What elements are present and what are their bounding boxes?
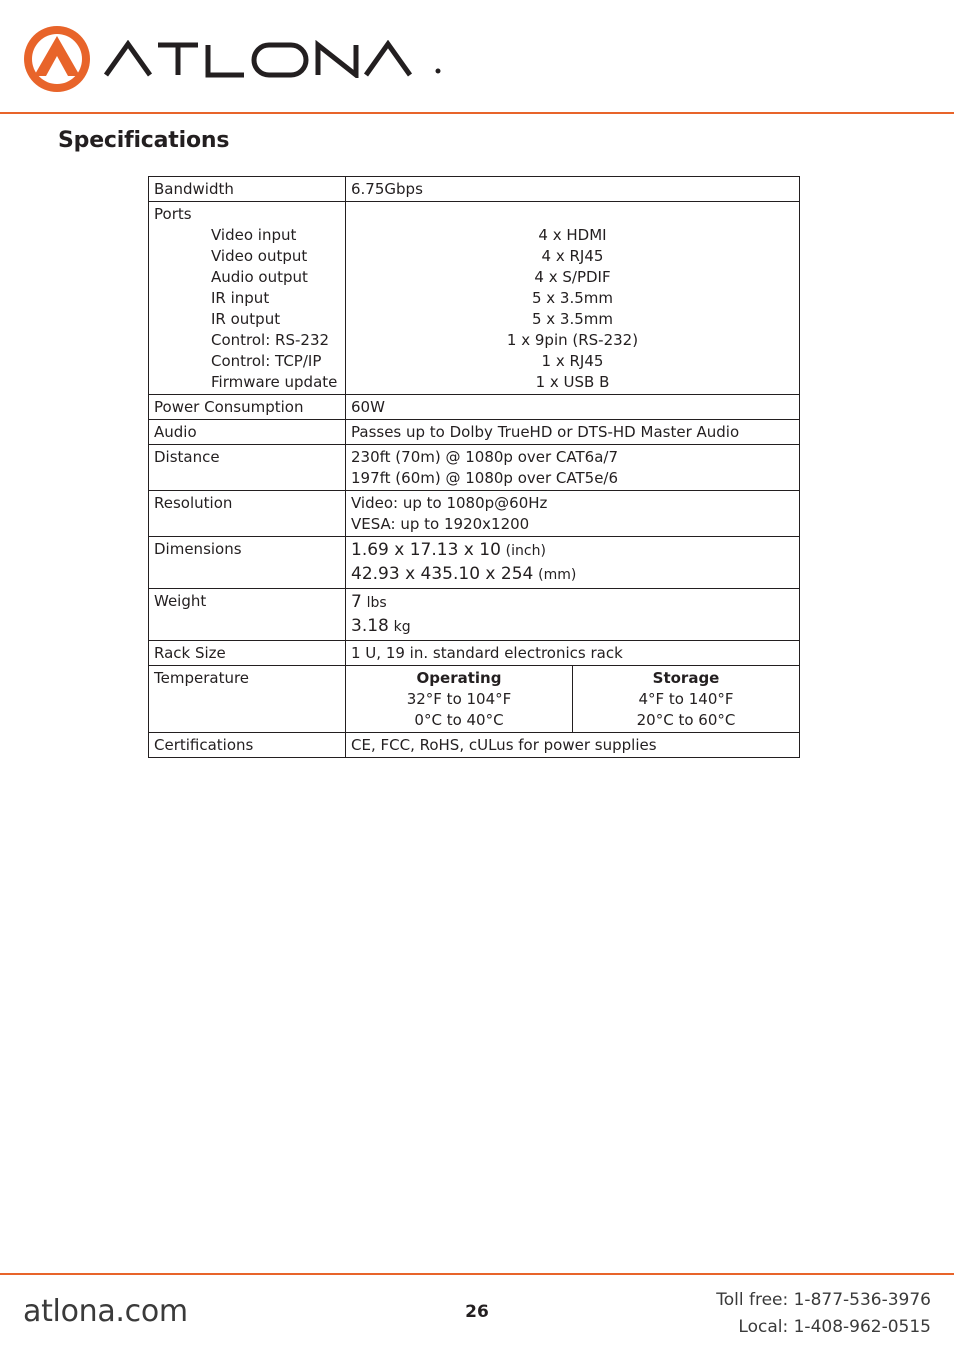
spec-value — [346, 491, 800, 537]
spec-value: 6.75Gbps — [346, 177, 800, 202]
port-name: IR input — [211, 289, 270, 307]
spec-label: Audio — [149, 420, 346, 445]
operating-heading: Operating — [416, 669, 502, 687]
weight-value: 7 — [351, 592, 362, 612]
spec-value: CE, FCC, RoHS, cULus for power supplies — [346, 733, 800, 758]
operating-temp-cell — [346, 666, 573, 733]
port-name: Video output — [211, 247, 308, 265]
dimension-value: 1.69 x 17.13 x 10 — [351, 540, 501, 560]
table-row — [149, 202, 800, 395]
operating-celsius: 0°C to 40°C — [414, 711, 504, 729]
local-number: Local: 1-408-962-0515 — [738, 1317, 931, 1337]
spec-value: Passes up to Dolby TrueHD or DTS-HD Master Audio — [346, 420, 800, 445]
table-row — [149, 641, 800, 666]
atlona-wordmark-icon — [104, 40, 444, 78]
operating-fahrenheit: 32°F to 104°F — [406, 690, 512, 708]
port-name: Control: RS-232 — [211, 331, 330, 349]
page-number: 26 — [465, 1302, 489, 1322]
table-row — [149, 420, 800, 445]
spec-value: 60W — [346, 395, 800, 420]
port-name: Firmware update — [211, 373, 338, 391]
footer-website: atlona.com — [23, 1294, 188, 1329]
table-row — [149, 666, 800, 733]
storage-temp-cell — [573, 666, 800, 733]
port-value: 5 x 3.5mm — [531, 310, 614, 328]
port-names — [154, 225, 340, 393]
ports-labels-cell — [149, 202, 346, 395]
toll-free-number: Toll free: 1-877-536-3976 — [716, 1290, 931, 1310]
port-value: 1 x USB B — [535, 373, 610, 391]
port-value: 5 x 3.5mm — [531, 289, 614, 307]
dimension-unit: (mm) — [538, 567, 577, 583]
spec-label: Certifications — [149, 733, 346, 758]
port-name: Video input — [211, 226, 297, 244]
ports-values-cell — [346, 202, 800, 395]
atlona-logo-icon — [22, 24, 92, 94]
table-row — [149, 177, 800, 202]
dimension-unit: (inch) — [505, 543, 546, 559]
weight-unit: lbs — [366, 595, 387, 611]
spec-label: Resolution — [149, 491, 346, 537]
spec-label: Rack Size — [149, 641, 346, 666]
table-row — [149, 491, 800, 537]
resolution-line: Video: up to 1080p@60Hz — [351, 494, 548, 512]
spec-label: Temperature — [149, 666, 346, 733]
spec-label: Bandwidth — [149, 177, 346, 202]
weight-unit: kg — [393, 619, 411, 635]
spec-label: Weight — [149, 589, 346, 641]
port-value: 4 x RJ45 — [541, 247, 604, 265]
distance-line: 197ft (60m) @ 1080p over CAT5e/6 — [351, 469, 619, 487]
dimension-value: 42.93 x 435.10 x 254 — [351, 564, 534, 584]
table-row — [149, 733, 800, 758]
spec-value: 1 U, 19 in. standard electronics rack — [346, 641, 800, 666]
storage-heading: Storage — [652, 669, 720, 687]
footer-contact — [716, 1287, 931, 1341]
spec-label: Distance — [149, 445, 346, 491]
port-value: 4 x HDMI — [538, 226, 607, 244]
spec-value — [346, 589, 800, 641]
port-name: IR output — [211, 310, 281, 328]
spec-label: Dimensions — [149, 537, 346, 589]
port-name: Control: TCP/IP — [211, 352, 322, 370]
spec-label: Power Consumption — [149, 395, 346, 420]
port-value: 4 x S/PDIF — [534, 268, 611, 286]
spec-value — [346, 445, 800, 491]
table-row — [149, 445, 800, 491]
footer-rule — [0, 1273, 954, 1275]
table-row — [149, 395, 800, 420]
table-row — [149, 589, 800, 641]
page-title: Specifications — [58, 128, 230, 153]
port-value: 1 x 9pin (RS-232) — [506, 331, 639, 349]
port-value: 1 x RJ45 — [541, 352, 604, 370]
spec-label: Ports — [154, 205, 192, 223]
distance-line: 230ft (70m) @ 1080p over CAT6a/7 — [351, 448, 618, 466]
table-row — [149, 537, 800, 589]
spec-value — [346, 537, 800, 589]
header-rule — [0, 112, 954, 114]
storage-fahrenheit: 4°F to 140°F — [638, 690, 734, 708]
resolution-line: VESA: up to 1920x1200 — [351, 515, 530, 533]
port-name: Audio output — [211, 268, 308, 286]
weight-value: 3.18 — [351, 616, 389, 636]
storage-celsius: 20°C to 60°C — [636, 711, 736, 729]
specifications-table — [148, 176, 800, 758]
